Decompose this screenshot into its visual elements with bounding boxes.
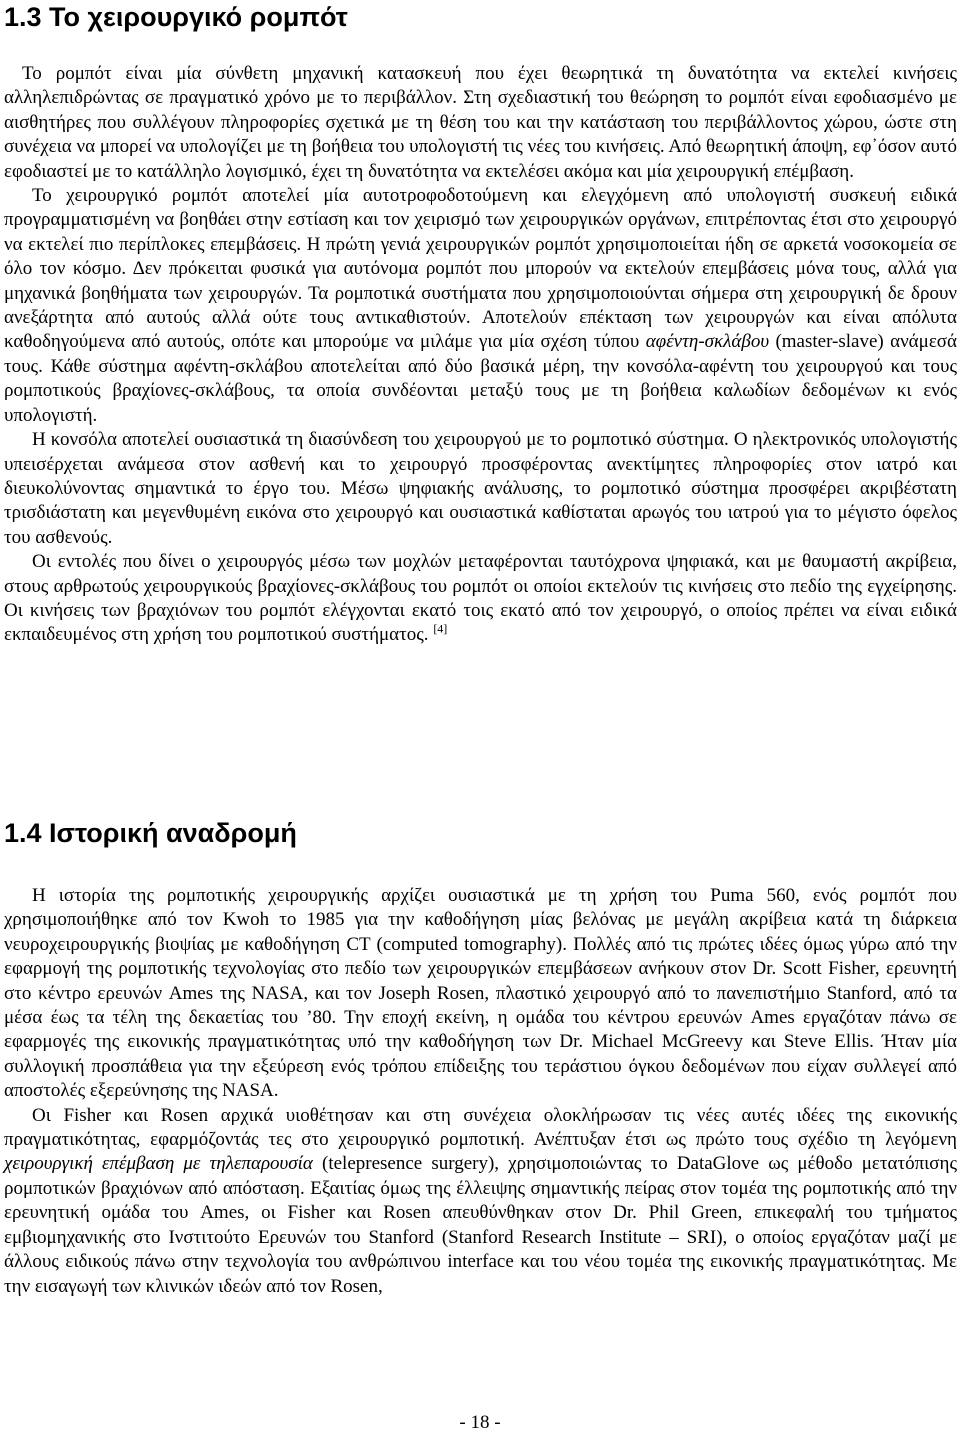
- paragraph: Η κονσόλα αποτελεί ουσιαστικά τη διασύνδεση του χειρουργού με το ρομποτικό σύστημα. Ο ηλεκτρονικός υπολογιστής υπεισέρχεται ανάμεσα στον ασθενή και το χειρουργό προσφέροντας ανεκτίμητες πληροφορίες στον ιατρό και διευκολύνοντας σημαντικά το έργο του. Μέσω ψηφιακής ανάλυσης, το ρομποτικό σύστημα προσφέρει ακριβέστατη τρισδιάστατη και μεγενθυμένη εικόνα στο χειρουργό και ουσιαστικά καθίσταται αρωγός του ιατρού για το μέγιστο όφελος του ασθενούς.: [4, 429, 957, 548]
- section-heading-1-3: 1.3 Το χειρουργικό ρομπότ: [4, 2, 348, 32]
- citation-reference: [4]: [433, 622, 448, 637]
- paragraph-text: (telepresence surgery), χρησιμοποιώντας το DataGlove ως μέθοδο μετατόπισης ρομποτικών βραχιόνων από απόσταση. Εξαιτίας όμως της έλλειψης σημαντικής πείρας στον τομέα της ρομποτικής από την ερευνητική ομάδα του Ames, οι Fisher και Rosen απευθύνθηκαν στον Dr. Phil Green, επικεφαλή του τμήματος εμβιομηχανικής στο Ινστιτούτο Ερευνών του Stanford (Stanford Research Institute – SRI), ο οποίος εργαζόταν μαζί με άλλους ειδικούς πάνω στην τεχνολογία του ανθρώπινου interface και του νέου τομέα της εικονικής πραγματικότητας. Με την εισαγωγή των κλινικών ιδεών από τον Rosen,: [4, 1153, 957, 1297]
- paragraph-text: (master-slave) ανάμεσά τους. Κάθε σύστημα αφέντη-σκλάβου αποτελείται από δύο βασικά μέρη, την κονσόλα-αφέντη του χειρουργού και τους ρομποτικούς βραχίονες-σκλάβους, τα οποία συνδέονται μεταξύ τους με τη βοήθεια καλωδίων δεδομένων κι ενός υπολογιστή.: [4, 331, 957, 426]
- paragraph: [4, 1104, 957, 1299]
- paragraph-text: Οι Fisher και Rosen αρχικά υιοθέτησαν και στη συνέχεια ολοκλήρωσαν τις νέες αυτές ιδέες της εικονικής πραγματικότητας, εφαρμόζοντάς τες στο χειρουργικό ρομποτική. Ανέπτυξαν έτσι ως πρώτο τους σχέδιο τη λεγόμενη: [4, 1104, 957, 1151]
- section-heading-1-4: 1.4 Ιστορική αναδρομή: [4, 818, 297, 848]
- paragraph-text: Το χειρουργικό ρομπότ αποτελεί μία αυτοτροφοδοτούμενη και ελεγχόμενη από υπολογιστή συσκευή ειδικά προγραμματισμένη να βοηθάει στην εστίαση και τον χειρισμό των χειρουργικών οργάνων, επιτρέποντας έτσι στο χειρουργό να εκτελεί πιο περίπλοκες επεμβάσεις. Η πρώτη γενιά χειρουργικών ρομπότ χρησιμοποιείται ήδη σε αρκετά νοσοκομεία σε όλο τον κόσμο. Δεν πρόκειται φυσικά για αυτόνομα ρομπότ που μπορούν να εκτελούν επεμβάσεις μόνα τους, αλλά για μηχανικά βοηθήματα των χειρουργών. Τα ρομποτικά συστήματα που χρησιμοποιούνται σήμερα στη χειρουργική δε δρουν ανεξάρτητα από αυτούς αλλά ούτε τους αντικαθιστούν. Αποτελούν επέκταση των χειρουργών και είναι απόλυτα καθοδηγούμενα από αυτούς, οπότε και μπορούμε να μιλάμε για μία σχέση τύπου: [4, 185, 957, 353]
- paragraph: Το ρομπότ είναι μία σύνθετη μηχανική κατασκευή που έχει θεωρητικά τη δυνατότητα να εκτελεί κινήσεις αλληλεπιδρώντας σε πραγματικό χρόνο με το περιβάλλον. Στη σχεδιαστική του θεώρηση το ρομπότ είναι εφοδιασμένο με αισθητήρες που συλλέγουν πληροφορίες σχετικά με τη θέση του και την κατάσταση του περιβάλλοντος χώρου, ώστε στη συνέχεια να μπορεί να υπολογίζει με τη βοήθεια του υπολογιστή τις νέες του κινήσεις. Από θεωρητική άποψη, εφ᾽όσον αυτό εφοδιαστεί με το κατάλληλο λογισμικό, έχει τη δυνατότητα να εκτελέσει ακόμα και μία χειρουργική επέμβαση.: [4, 63, 957, 182]
- paragraph: [4, 550, 957, 648]
- section-1-3-body: [4, 62, 957, 648]
- page-number: - 18 -: [459, 1412, 501, 1433]
- paragraph-text: Οι εντολές που δίνει ο χειρουργός μέσω των μοχλών μεταφέρονται ταυτόχρονα ψηφιακά, και με θαυμαστή ακρίβεια, στους αρθρωτούς χειρουργικούς βραχίονες-σκλάβους του ρομπότ οι οποίοι εκτελούν τις κινήσεις στο πεδίο της εγχείρησης. Οι κινήσεις των βραχιόνων του ρομπότ ελέγχονται εκατό τοις εκατό από τον χειρουργό, ο οποίος πρέπει να είναι ειδικά εκπαιδευμένος στη χρήση του ρομποτικού συστήματος.: [4, 551, 957, 646]
- paragraph: [4, 184, 957, 428]
- section-1-4-body: [4, 884, 957, 1299]
- italic-term: αφέντη-σκλάβου: [645, 331, 770, 353]
- italic-term: χειρουργική επέμβαση με τηλεπαρουσία: [4, 1153, 313, 1175]
- paragraph: Η ιστορία της ρομποτικής χειρουργικής αρχίζει ουσιαστικά με τη χρήση του Puma 560, ενός ρομπότ που χρησιμοποιήθηκε από τον Kwoh το 1985 για την καθοδήγηση μίας βελόνας με μεγάλη ακρίβεια κατά τη διάρκεια νευροχειρουργικής βιοψίας με καθοδήγηση CT (computed tomography). Πολλές από τις πρώτες ιδέες όμως γύρω από την εφαρμογή της ρομποτικής τεχνολογίας στο πεδίο των χειρουργικών επεμβάσεων ανήκουν στον Dr. Scott Fisher, ερευνητή στο κέντρο ερευνών Ames της NASA, και τον Joseph Rosen, πλαστικό χειρουργό από το πανεπιστήμιο Stanford, από τα μέσα έως τα τέλη της δεκαετίας του ’80. Την εποχή εκείνη, η ομάδα του κέντρου ερευνών Ames εργαζόταν πάνω σε εφαρμογές της εικονικής πραγματικότητας υπό την καθοδήγηση των Dr. Michael McGreevy και Steve Ellis. Ήταν μία συλλογική προσπάθεια για την εξεύρεση ενός τρόπου επίδειξης του τεράστιου όγκου δεδομένων που είχαν συλλεγεί από αποστολές εξερεύνησης της NASA.: [4, 885, 957, 1102]
